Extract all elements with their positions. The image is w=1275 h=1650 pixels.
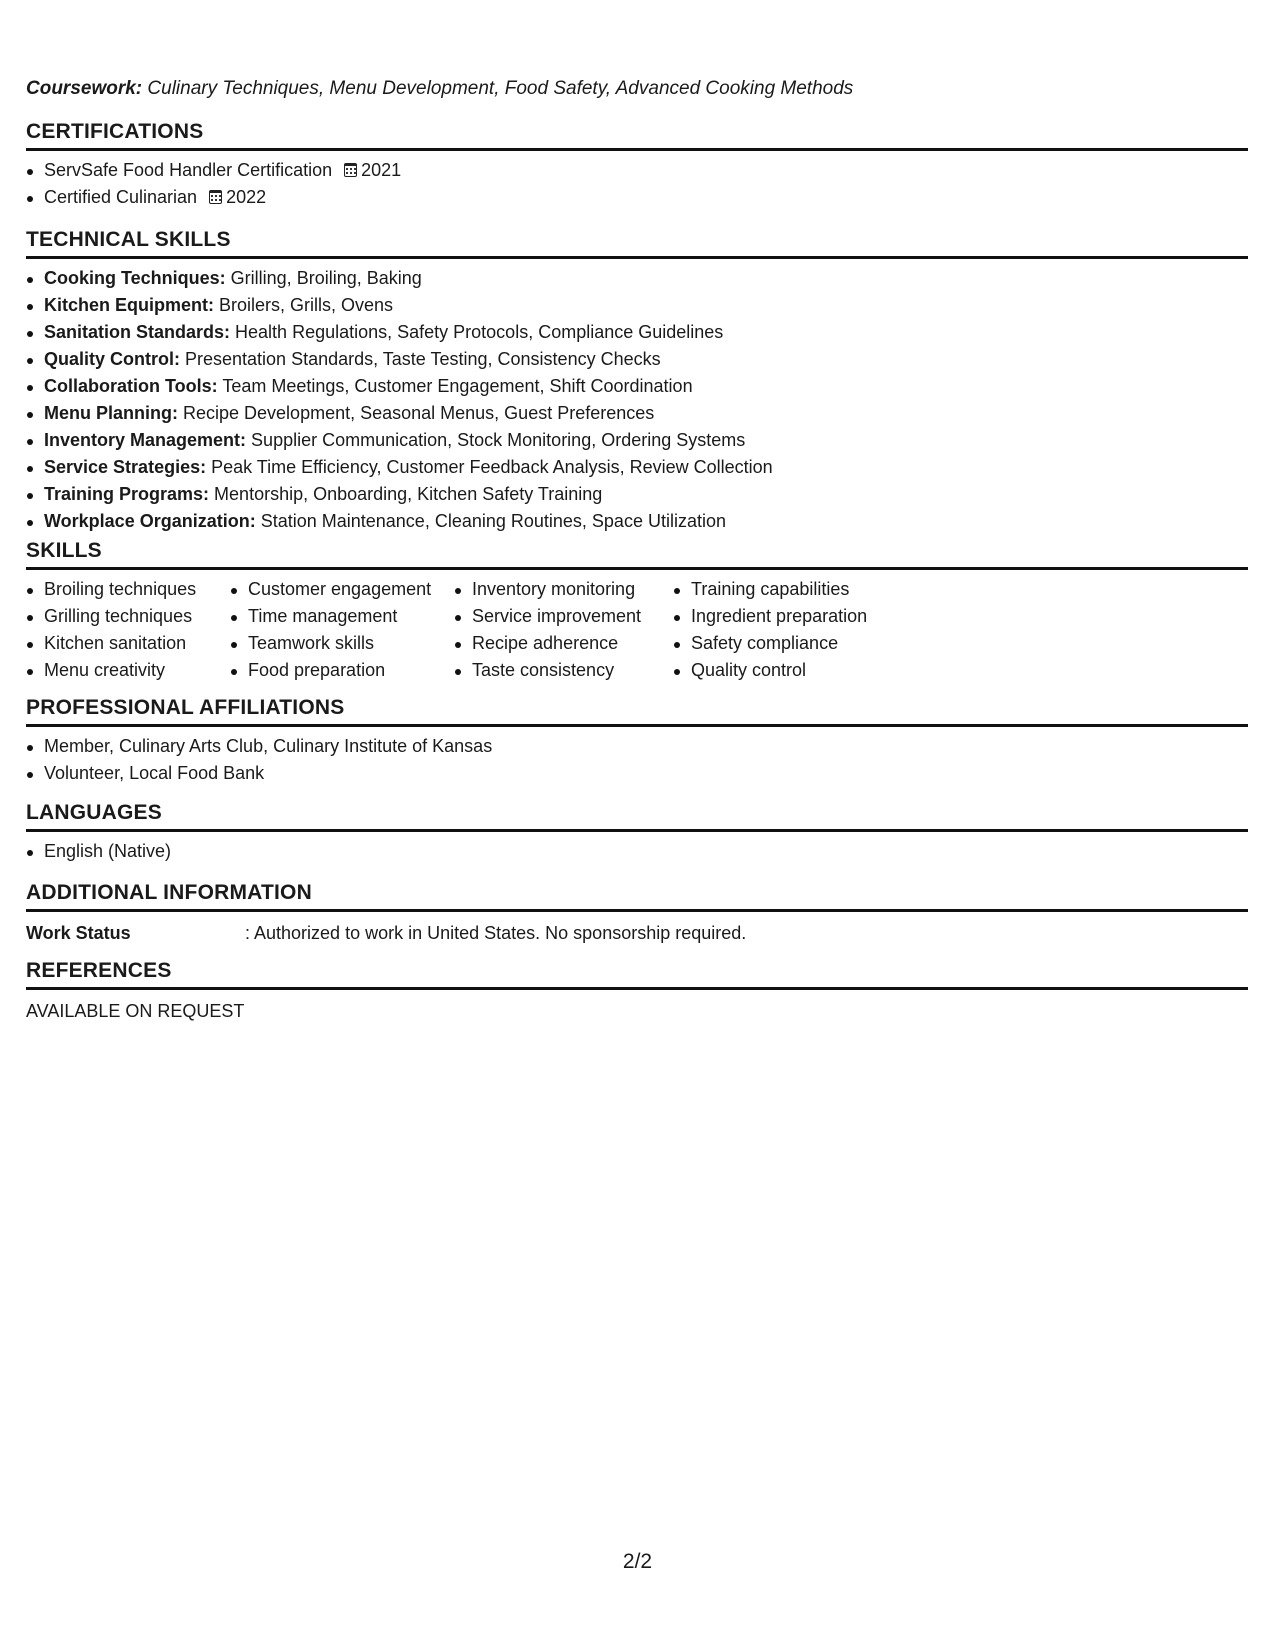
coursework-line — [26, 78, 853, 100]
certification-year: 2021 — [361, 160, 402, 180]
technical-skill-item — [26, 292, 1248, 319]
skills-section — [26, 537, 1248, 684]
technical-skills-list — [26, 265, 1248, 535]
affiliations-heading: PROFESSIONAL AFFILIATIONS — [26, 694, 1248, 727]
languages-list — [26, 838, 1248, 865]
skill-category-text: Station Maintenance, Cleaning Routines, Space Utilization — [255, 511, 726, 531]
work-status-label: Work Status — [26, 923, 131, 943]
technical-skill-item — [26, 481, 1248, 508]
skill-item: Safety compliance — [673, 630, 913, 657]
work-status-value: : Authorized to work in United States. No sponsorship required. — [245, 923, 747, 943]
technical-skill-item — [26, 400, 1248, 427]
skill-item: Time management — [230, 603, 454, 630]
technical-skill-item — [26, 508, 1248, 535]
skill-category-label: Workplace Organization: — [44, 511, 256, 531]
skill-category-label: Kitchen Equipment: — [44, 295, 214, 315]
affiliations-section — [26, 694, 1248, 787]
skill-category-text: Recipe Development, Seasonal Menus, Guest Preferences — [178, 403, 655, 423]
certifications-heading: CERTIFICATIONS — [26, 118, 1248, 151]
skills-grid — [26, 576, 1248, 684]
skill-item: Broiling techniques — [26, 576, 230, 603]
skill-item: Kitchen sanitation — [26, 630, 230, 657]
certification-year: 2022 — [226, 187, 267, 207]
certifications-list — [26, 157, 1248, 211]
skills-column — [454, 576, 673, 684]
skills-heading: SKILLS — [26, 537, 1248, 570]
certification-name: Certified Culinarian — [44, 187, 198, 207]
coursework-text: Culinary Techniques, Menu Development, Food Safety, Advanced Cooking Methods — [142, 78, 854, 99]
calendar-icon — [209, 190, 222, 204]
references-section — [26, 957, 1248, 1024]
technical-skill-item — [26, 373, 1248, 400]
additional-info-section — [26, 879, 1248, 946]
skill-category-label: Training Programs: — [44, 484, 210, 504]
skill-category-label: Quality Control: — [44, 349, 180, 369]
technical-skill-item — [26, 319, 1248, 346]
skill-category-label: Sanitation Standards: — [44, 322, 231, 342]
technical-skill-item — [26, 454, 1248, 481]
skill-category-text: Supplier Communication, Stock Monitoring, Ordering Systems — [246, 430, 746, 450]
skill-category-text: Peak Time Efficiency, Customer Feedback Analysis, Review Collection — [206, 457, 773, 477]
work-status-row — [26, 920, 1248, 946]
affiliation-item: Member, Culinary Arts Club, Culinary Institute of Kansas — [26, 733, 1248, 760]
skill-category-label: Cooking Techniques: — [44, 268, 226, 288]
skill-category-text: Presentation Standards, Taste Testing, Consistency Checks — [180, 349, 661, 369]
skill-item: Menu creativity — [26, 657, 230, 684]
skill-item: Recipe adherence — [454, 630, 673, 657]
skill-category-text: Broilers, Grills, Ovens — [214, 295, 394, 315]
skill-item: Inventory monitoring — [454, 576, 673, 603]
technical-skill-item — [26, 427, 1248, 454]
languages-heading: LANGUAGES — [26, 799, 1248, 832]
skill-item: Food preparation — [230, 657, 454, 684]
certification-item — [26, 184, 1248, 211]
skills-column — [230, 576, 454, 684]
skill-item: Customer engagement — [230, 576, 454, 603]
affiliations-list — [26, 733, 1248, 787]
skill-item: Taste consistency — [454, 657, 673, 684]
skill-item: Quality control — [673, 657, 913, 684]
skill-item: Ingredient preparation — [673, 603, 913, 630]
skill-category-label: Inventory Management: — [44, 430, 247, 450]
skills-column — [673, 576, 913, 684]
skill-category-label: Menu Planning: — [44, 403, 178, 423]
skill-category-text: Mentorship, Onboarding, Kitchen Safety Training — [209, 484, 603, 504]
additional-info-heading: ADDITIONAL INFORMATION — [26, 879, 1248, 912]
skill-category-label: Service Strategies: — [44, 457, 207, 477]
languages-section — [26, 799, 1248, 865]
skill-category-text: Grilling, Broiling, Baking — [225, 268, 422, 288]
technical-skill-item — [26, 346, 1248, 373]
certifications-section — [26, 118, 1248, 211]
page-number: 2/2 — [622, 1550, 653, 1573]
language-item: English (Native) — [26, 838, 1248, 865]
technical-skill-item — [26, 265, 1248, 292]
technical-skills-heading: TECHNICAL SKILLS — [26, 226, 1248, 259]
calendar-icon — [344, 163, 357, 177]
technical-skills-section — [26, 226, 1248, 535]
certification-name: ServSafe Food Handler Certification — [44, 160, 333, 180]
skill-item: Grilling techniques — [26, 603, 230, 630]
skills-column — [26, 576, 230, 684]
affiliation-item: Volunteer, Local Food Bank — [26, 760, 1248, 787]
skill-item: Teamwork skills — [230, 630, 454, 657]
references-text: AVAILABLE ON REQUEST — [26, 1001, 245, 1021]
references-heading: REFERENCES — [26, 957, 1248, 990]
skill-item: Service improvement — [454, 603, 673, 630]
skill-category-text: Team Meetings, Customer Engagement, Shift Coordination — [217, 376, 693, 396]
skill-category-label: Collaboration Tools: — [44, 376, 218, 396]
skill-category-text: Health Regulations, Safety Protocols, Compliance Guidelines — [230, 322, 724, 342]
coursework-label: Coursework: — [26, 78, 143, 99]
certification-item — [26, 157, 1248, 184]
skill-item: Training capabilities — [673, 576, 913, 603]
